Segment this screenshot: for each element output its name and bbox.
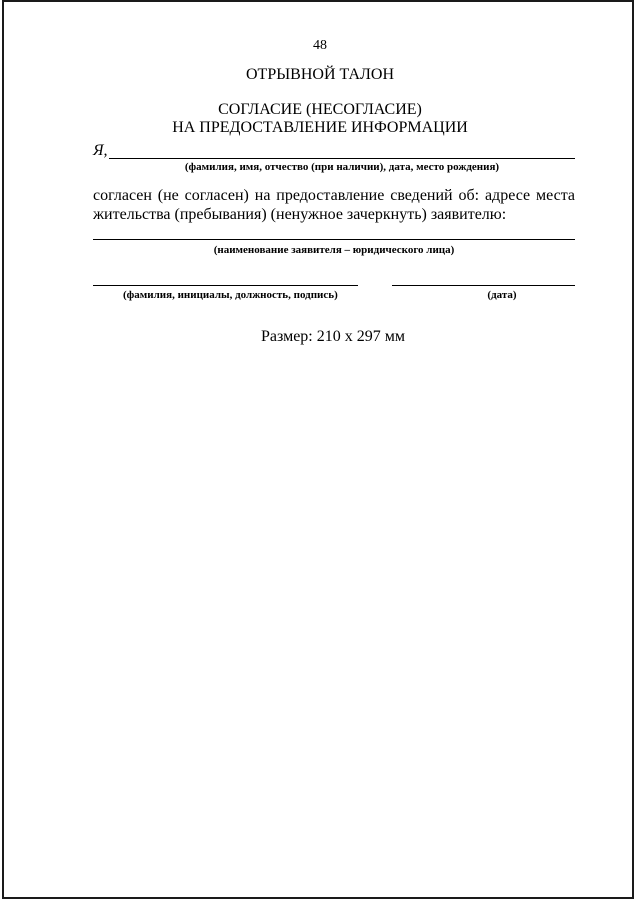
subtitle-line-2: НА ПРЕДОСТАВЛЕНИЕ ИНФОРМАЦИИ — [172, 119, 468, 136]
applicant-org-line[interactable] — [93, 239, 575, 240]
signature-hint: (фамилия, инициалы, должность, подпись) — [123, 289, 338, 301]
date-line[interactable] — [392, 285, 575, 286]
consent-text: согласен (не согласен) на предоставление сведений об: адресе места жительства (пребывания) (ненужное зачеркнуть) заявителю: — [93, 187, 575, 223]
person-name-hint: (фамилия, имя, отчество (при наличии), дата, место рождения) — [184, 161, 500, 173]
subtitle-line-1: СОГЛАСИЕ (НЕСОГЛАСИЕ) — [218, 101, 422, 118]
ya-label: Я, — [93, 142, 108, 159]
signature-line[interactable] — [93, 285, 358, 286]
document-title: ОТРЫВНОЙ ТАЛОН — [245, 66, 394, 83]
size-note: Размер: 210 х 297 мм — [260, 328, 405, 345]
date-hint: (дата) — [487, 289, 517, 301]
person-name-line[interactable] — [109, 158, 575, 159]
applicant-org-hint: (наименование заявителя – юридического лица) — [213, 244, 455, 256]
page-number: 48 — [313, 38, 327, 53]
